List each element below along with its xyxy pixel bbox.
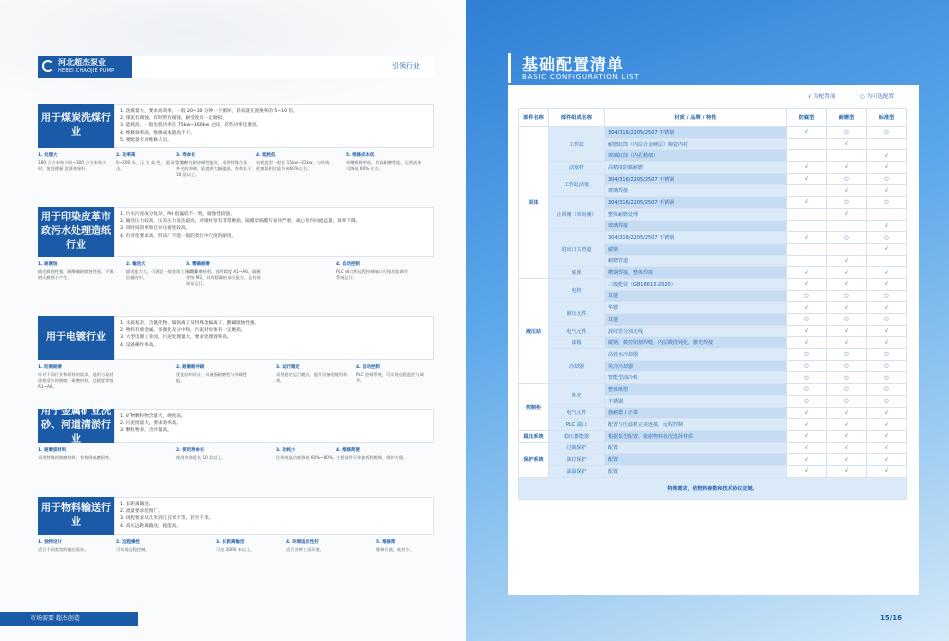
table-row: [519, 278, 907, 290]
description-line: 3. 颗粒物多，含沙量高。: [120, 428, 172, 434]
feature-text: 采用特殊的耐磨材料，有效降低磨损率。: [38, 455, 114, 460]
config-mark-cell: √: [827, 419, 867, 431]
feature-title: 3. 寿命长: [176, 153, 196, 158]
feature-title: 3. 长距离输送: [216, 540, 245, 545]
config-mark-cell: √: [867, 407, 907, 419]
config-title: 基础配置清单: [522, 55, 625, 74]
header-cell: 部件组成名称: [549, 109, 605, 127]
description-line: 2. 物料有重金属、多强化及分中和，污泥对泵体有一定磨损。: [120, 328, 246, 334]
config-mark-cell: √: [867, 162, 907, 174]
table-row: [519, 454, 907, 466]
group-name-cell: 稳压系统: [519, 430, 549, 442]
config-mark-cell: √: [867, 442, 907, 454]
component-cell: 止回阀（单向阀）: [549, 197, 605, 232]
header-cell: 部件名称: [519, 109, 549, 127]
config-mark-cell: ○: [867, 349, 907, 361]
config-mark-cell: [867, 208, 907, 220]
component-cell: 电气元件: [549, 325, 605, 337]
config-mark-cell: √: [787, 197, 827, 209]
feature-text: 输送能力大，可满足一般连续工作需 5 倍量的中。: [126, 269, 197, 280]
config-mark-cell: √: [787, 278, 827, 290]
config-mark-cell: √: [787, 325, 827, 337]
config-mark-cell: ○: [787, 349, 827, 361]
material-cell: 智能型油冷机: [605, 372, 787, 384]
config-mark-cell: ○: [867, 384, 907, 396]
component-cell: 油箱: [549, 337, 605, 349]
config-mark-cell: √: [827, 465, 867, 477]
feature-item: [186, 262, 262, 287]
industry-section: [38, 207, 434, 287]
config-mark-cell: √: [827, 138, 867, 150]
config-mark-cell: √: [827, 185, 867, 197]
config-mark-cell: √: [787, 267, 827, 279]
component-cell: 电气元件: [549, 407, 605, 419]
feature-item: [176, 153, 252, 178]
config-mark-cell: √: [827, 208, 867, 220]
config-mark-cell: √: [867, 243, 907, 255]
config-mark-cell: ○: [867, 290, 907, 302]
industry-section: [38, 497, 434, 565]
component-cell: 稳压蓄能器: [549, 430, 605, 442]
feature-text: 维修方便，耗材少。: [376, 547, 414, 552]
component-cell: 油温保护: [549, 465, 605, 477]
material-cell: 耐磨缸筒（内层合金硬层）陶瓷内衬: [605, 138, 787, 150]
description-line: 3. 能耗高，一般电机功率在 75kw~160kw 之间，有些功率还要高。: [120, 123, 262, 129]
custom-note: 特殊需求，依物料参数和技术协议定制。: [519, 477, 907, 499]
material-cell: 耐磨管道: [605, 255, 787, 267]
config-mark-cell: [867, 138, 907, 150]
feature-title: 4. 环境适应性好: [286, 540, 319, 545]
material-cell: 配置: [605, 454, 787, 466]
config-mark-cell: √: [827, 255, 867, 267]
industry-description: [114, 207, 434, 257]
feature-text: 使用寿命延长 10 倍以上。: [176, 455, 226, 460]
config-mark-cell: √: [867, 150, 907, 162]
config-mark-cell: √: [867, 454, 907, 466]
config-mark-cell: ○: [827, 349, 867, 361]
table-row: [519, 162, 907, 174]
description-line: 4. 高压远距离输送，耗能高。: [120, 523, 181, 529]
left-page: [0, 0, 466, 641]
world-map-background: [0, 0, 466, 110]
table-row: [519, 349, 907, 361]
description-line: 4. 但对化要求高，但该厂不能一般的类行中尺度的耐用。: [120, 233, 237, 239]
config-mark-cell: ○: [867, 314, 907, 326]
industry-title: 用于煤炭洗煤行业: [38, 104, 114, 148]
feature-item: [38, 540, 114, 553]
material-cell: 304/316/2205/2507 不锈钢: [605, 127, 787, 139]
config-mark-cell: √: [787, 162, 827, 174]
config-mark-cell: [867, 255, 907, 267]
config-mark-cell: √: [827, 454, 867, 466]
config-mark-cell: √: [787, 430, 827, 442]
config-mark-cell: √: [787, 465, 827, 477]
description-line: 3. 大型电镀工业园，污泥处理量大，要求处理效率高。: [120, 335, 232, 341]
description-line: 5. 要配备专业维修人员。: [120, 137, 172, 143]
table-row: [519, 173, 907, 185]
industry-section: [38, 406, 434, 473]
material-cell: 碳钢: [605, 243, 787, 255]
config-mark-cell: √: [867, 465, 907, 477]
config-mark-cell: ○: [787, 360, 827, 372]
feature-text: PLC 端口和远程控制端口可按功能调节系统运行。: [336, 269, 408, 280]
feature-text: 适合各种工况环境。: [286, 547, 324, 552]
config-mark-cell: [787, 255, 827, 267]
table-row: [519, 127, 907, 139]
config-mark-cell: ○: [827, 314, 867, 326]
description-line: 2. 煤泥有腐蚀，有时带有腐蚀，耐受度有一定磨损。: [120, 116, 227, 122]
config-mark-cell: ○: [827, 173, 867, 185]
feature-item: [276, 365, 352, 384]
config-mark-cell: [827, 150, 867, 162]
config-mark-cell: ○: [867, 173, 907, 185]
feature-text: 可达 3000 米以上。: [216, 547, 255, 552]
config-mark-cell: √: [827, 325, 867, 337]
feature-title: 1. 处理大: [38, 153, 58, 158]
material-cell: 三级能效（GB18613-2020）: [605, 278, 787, 290]
config-mark-cell: √: [867, 302, 907, 314]
table-row: [519, 197, 907, 209]
material-cell: 高精度防腐耐磨: [605, 162, 787, 174]
feature-item: [176, 365, 252, 384]
material-cell: 304/316/2205/2507 不锈钢: [605, 173, 787, 185]
config-mark-cell: ○: [827, 197, 867, 209]
industry-section: [38, 104, 434, 178]
feature-item: [216, 540, 292, 553]
config-mark-cell: ○: [827, 127, 867, 139]
feature-item: [336, 448, 412, 461]
feature-text: 采用耐磨材料，部件精度 A1~A6，隔膜等级 M2，具有精确的承压能力，且有效保证运行。: [186, 269, 261, 286]
config-mark-cell: √: [827, 162, 867, 174]
config-mark-cell: ○: [827, 360, 867, 372]
config-mark-cell: √: [867, 267, 907, 279]
config-mark-cell: √: [827, 430, 867, 442]
feature-item: [256, 153, 332, 172]
material-cell: 不锈钢: [605, 395, 787, 407]
config-mark-cell: ○: [827, 232, 867, 244]
header-cell: 标准型: [867, 109, 907, 127]
config-mark-cell: √: [827, 278, 867, 290]
config-mark-cell: [787, 150, 827, 162]
config-mark-cell: ○: [827, 384, 867, 396]
industry-section: [38, 316, 434, 390]
material-cell: 高效水冷却器: [605, 349, 787, 361]
footer-slogan: 市场需要 超杰创造: [0, 612, 138, 626]
config-mark-cell: √: [867, 337, 907, 349]
config-mark-cell: √: [787, 454, 827, 466]
feature-item: [38, 262, 114, 281]
config-mark-cell: ○: [787, 314, 827, 326]
material-cell: 304/316/2205/2507 不锈钢: [605, 197, 787, 209]
description-line: 2. 流量要求范围广。: [120, 509, 163, 515]
group-name-cell: 液压站: [519, 278, 549, 383]
config-mark-cell: √: [787, 407, 827, 419]
config-mark-cell: ○: [787, 395, 827, 407]
feature-title: 1. 防腐耐磨: [38, 365, 62, 370]
component-cell: 电机: [549, 278, 605, 301]
material-cell: 施耐德 / 正泰: [605, 407, 787, 419]
config-mark-cell: √: [867, 419, 907, 431]
feature-title: 4. 维修简便: [336, 448, 360, 453]
feature-text: 优化结构设计，具备强耐磨性与冲刷性能。: [176, 372, 248, 383]
material-cell: 风冷冷却器: [605, 360, 787, 372]
feature-title: 3. 精确耐磨: [186, 262, 210, 267]
table-row: [519, 232, 907, 244]
feature-text: 电机选型一般在 15kw~22kw，与传统 柱塞泵相比能节省60%左右。: [256, 160, 330, 171]
component-cell: PLC 端口: [549, 419, 605, 431]
feature-title: 4. 自动控制: [336, 262, 360, 267]
material-cell: 其他: [605, 290, 787, 302]
description-line: 3. 同时间清单和过并压密度较高。: [120, 226, 191, 232]
logo-mark-icon: [42, 60, 54, 72]
material-cell: 其他: [605, 314, 787, 326]
header-cell: 耐磨型: [827, 109, 867, 127]
table-row: [519, 442, 907, 454]
config-mark-cell: ○: [827, 372, 867, 384]
config-mark-cell: ○: [827, 395, 867, 407]
table-row: [519, 407, 907, 419]
feature-title: 3. 功耗小: [276, 448, 296, 453]
feature-text: 单槽维修率低，有高耐磨性能，运营成本可降低 60% 左右。: [346, 160, 422, 171]
material-cell: 玻璃焊接: [605, 220, 787, 232]
config-mark-cell: √: [867, 220, 907, 232]
brand-slogan: 引领行业: [392, 62, 420, 70]
config-mark-cell: ○: [867, 360, 907, 372]
feature-title: 5. 维修简: [376, 540, 396, 545]
config-mark-cell: ○: [867, 395, 907, 407]
feature-text: 180 立方米每小时~300 立方米每小时，批处理量 洗涤效果好。: [38, 160, 107, 171]
feature-item: [286, 540, 362, 553]
config-mark-cell: [827, 220, 867, 232]
config-mark-cell: √: [867, 185, 907, 197]
feature-title: 2. 功率高: [116, 153, 136, 158]
config-mark-cell: [787, 243, 827, 255]
description-line: 1. 矿物颗粒物含量大，硬度高。: [120, 414, 186, 419]
material-cell: 整体耐磨处理: [605, 208, 787, 220]
config-mark-cell: √: [787, 127, 827, 139]
feature-item: [336, 262, 412, 281]
description-line: 1. 洗煤量大，要求高效率，一般 20~30 分钟一个循环，甚而就在置换率的 5~10 倍。: [120, 109, 298, 114]
description-line: 4. 维修频率高，维修成本就高不下。: [120, 130, 195, 136]
feature-text: PLC 控制系统，可实现远程监控与调节。: [356, 372, 424, 383]
config-mark-cell: ○: [787, 384, 827, 396]
table-header-row: [519, 109, 907, 127]
description-line: 1. 污水污泥成分复杂，PH 值偏低不一致，腐蚀性较强。: [120, 212, 235, 217]
legend-optional: ○ 为可选配置: [860, 94, 895, 100]
config-mark-cell: [787, 185, 827, 197]
config-mark-cell: √: [827, 302, 867, 314]
feature-title: 4. 自动控制: [356, 365, 380, 370]
table-row: [519, 267, 907, 279]
config-mark-cell: √: [787, 419, 827, 431]
title-accent-line: [508, 53, 511, 83]
config-table: [518, 108, 907, 500]
config-mark-cell: √: [787, 302, 827, 314]
component-cell: 活塞杆: [549, 162, 605, 174]
config-mark-cell: [787, 208, 827, 220]
feature-title: 1. 耐腐蚀: [38, 262, 58, 267]
component-cell: 工作缸: [549, 127, 605, 162]
feature-title: 3. 运行稳定: [276, 365, 300, 370]
material-cell: 根据泵型配置，依据物料状况选择材质: [605, 430, 787, 442]
group-name-cell: 控制柜: [519, 384, 549, 431]
config-mark-cell: ○: [787, 290, 827, 302]
feature-title: 1. 耐磨损材料: [38, 448, 67, 453]
table-row: [519, 337, 907, 349]
feature-title: 1. 独特设计: [38, 540, 62, 545]
table-row: [519, 384, 907, 396]
table-row: [519, 302, 907, 314]
industry-title: 用于印染皮革市政污水处理造纸行业: [38, 207, 114, 257]
material-cell: 华德: [605, 302, 787, 314]
group-name-cell: 保护系统: [519, 442, 549, 477]
feature-text: 适合不同类型的输送需求。: [38, 547, 89, 552]
config-mark-cell: √: [827, 337, 867, 349]
feature-item: [38, 448, 114, 461]
feature-item: [176, 448, 252, 461]
config-mark-cell: ○: [867, 232, 907, 244]
config-mark-cell: √: [827, 442, 867, 454]
feature-title: 2. 输送大: [126, 262, 146, 267]
config-mark-cell: [827, 243, 867, 255]
config-mark-cell: √: [867, 278, 907, 290]
feature-text: 采用稳定运行模式，提升设备的使用寿命。: [276, 372, 348, 383]
config-mark-cell: √: [787, 173, 827, 185]
feature-title: 2. 使用寿命长: [176, 448, 205, 453]
material-cell: 整体喷塑: [605, 384, 787, 396]
brand-name-zh: 河北超杰泵业: [58, 58, 106, 67]
industry-description: [114, 409, 434, 443]
brand-logo: [38, 56, 132, 78]
config-mark-cell: ○: [867, 372, 907, 384]
config-mark-cell: [787, 220, 827, 232]
feature-text: 可实现远程控制。: [116, 547, 150, 552]
table-note-row: [519, 477, 907, 499]
feature-item: [38, 153, 114, 172]
config-mark-cell: √: [787, 232, 827, 244]
config-mark-cell: √: [867, 325, 907, 337]
config-mark-cell: ○: [787, 372, 827, 384]
feature-title: 4. 能耗低: [256, 153, 276, 158]
material-cell: 波纹管分别走线: [605, 325, 787, 337]
feature-item: [356, 365, 432, 384]
brand-name-en: HEBEI CHAOJIE PUMP: [58, 68, 115, 74]
component-cell: 底座: [549, 267, 605, 279]
component-cell: 液压元件: [549, 302, 605, 325]
feature-item: [376, 540, 452, 553]
feature-text: 比传统泵功耗降低 60%~80%。: [276, 455, 338, 460]
legend-standard: √ 为配置项: [808, 94, 836, 100]
feature-item: [116, 540, 192, 553]
table-row: [519, 419, 907, 431]
description-line: 4. 设备操作率高。: [120, 342, 159, 348]
group-name-cell: 泵体: [519, 127, 549, 279]
feature-text: 针对不同行业和原料的需求，选用与泵材质相适应的耐腐、耐磨材料，且精度等级 A1~A6。: [38, 372, 114, 389]
config-mark-cell: √: [827, 267, 867, 279]
component-cell: 过载保护: [549, 442, 605, 454]
component-cell: 工作缸活塞: [549, 173, 605, 196]
component-cell: 进出口主管道: [549, 232, 605, 267]
material-cell: 配置与压滤机完美连接，远程控制: [605, 419, 787, 431]
material-cell: 配置: [605, 442, 787, 454]
config-mark-cell: √: [867, 430, 907, 442]
material-cell: 玻璃焊接: [605, 185, 787, 197]
config-mark-cell: √: [787, 442, 827, 454]
config-subtitle: BASIC CONFIGURATION LIST: [522, 73, 640, 81]
industry-title: 用于金属矿业洗砂、河道清淤行业: [38, 409, 114, 443]
config-mark-cell: [787, 138, 827, 150]
industry-description: [114, 316, 434, 360]
description-line: 1. 水质复杂，含氰化物、镍铬离子及特殊金属离子，酸碱腐蚀性强。: [120, 321, 260, 326]
header-cell: 材质 / 品牌 / 特性: [605, 109, 787, 127]
feature-item: [346, 153, 422, 172]
table-row: [519, 430, 907, 442]
description-line: 3. 扬程要求从几米到几百米不等，甚至千米。: [120, 516, 214, 522]
page-number: 15/16: [880, 614, 903, 622]
config-mark-cell: ○: [867, 197, 907, 209]
material-cell: 玻璃缸筒（内孔精细）: [605, 150, 787, 162]
config-mark-cell: √: [787, 337, 827, 349]
industry-description: [114, 104, 434, 148]
feature-text: 主要部件可单独拆卸维修，维护方便。: [336, 455, 408, 460]
description-line: 2. 输送压力较高，压差压力高达最高，对缓杆泵有非常磨损，隔膜泵隔膜片易坏严重，离心泵内回流远量，效率下降。: [120, 219, 361, 225]
feature-text: 输送腐蚀性强，耐酸碱耐腐蚀性强，不锈钢无腐蚀不产生。: [38, 269, 114, 280]
feature-item: [38, 365, 114, 390]
config-mark-cell: ○: [867, 127, 907, 139]
component-cell: 油位保护: [549, 454, 605, 466]
table-row: [519, 465, 907, 477]
config-mark-cell: √: [827, 407, 867, 419]
table-row: [519, 325, 907, 337]
material-cell: 304/316/2205/2507 不锈钢: [605, 232, 787, 244]
component-cell: 冷却器: [549, 349, 605, 384]
material-cell: 碳钢，数控切割焊缝，内层酸洗钝化，激光焊接: [605, 337, 787, 349]
feature-text: 0~200 米，压 力 高 性， 能承受大冲击。: [116, 160, 188, 171]
config-mark-cell: ○: [827, 290, 867, 302]
component-cell: 外壳: [549, 384, 605, 407]
feature-title: 2. 耐磨耐冲刷: [176, 365, 205, 370]
header-cell: 防腐型: [787, 109, 827, 127]
material-cell: 槽钢焊接，整体焊接: [605, 267, 787, 279]
industry-title: 用于物料输送行业: [38, 497, 114, 535]
industry-description: [114, 497, 434, 535]
feature-title: 5. 维修成本低: [346, 153, 375, 158]
feature-title: 2. 远程操控: [116, 540, 140, 545]
material-cell: 配置: [605, 465, 787, 477]
description-line: 1. 长距离输送。: [120, 502, 154, 507]
description-line: 2. 污泥排量大，要求效率高。: [120, 421, 181, 427]
feature-text: 工作时在耐冲刷性能好，采用特殊合金 外壳的冲刷，能提供大幅提高，寿命长于 10 倍以上。: [176, 160, 252, 177]
industry-title: 用于电镀行业: [38, 316, 114, 360]
